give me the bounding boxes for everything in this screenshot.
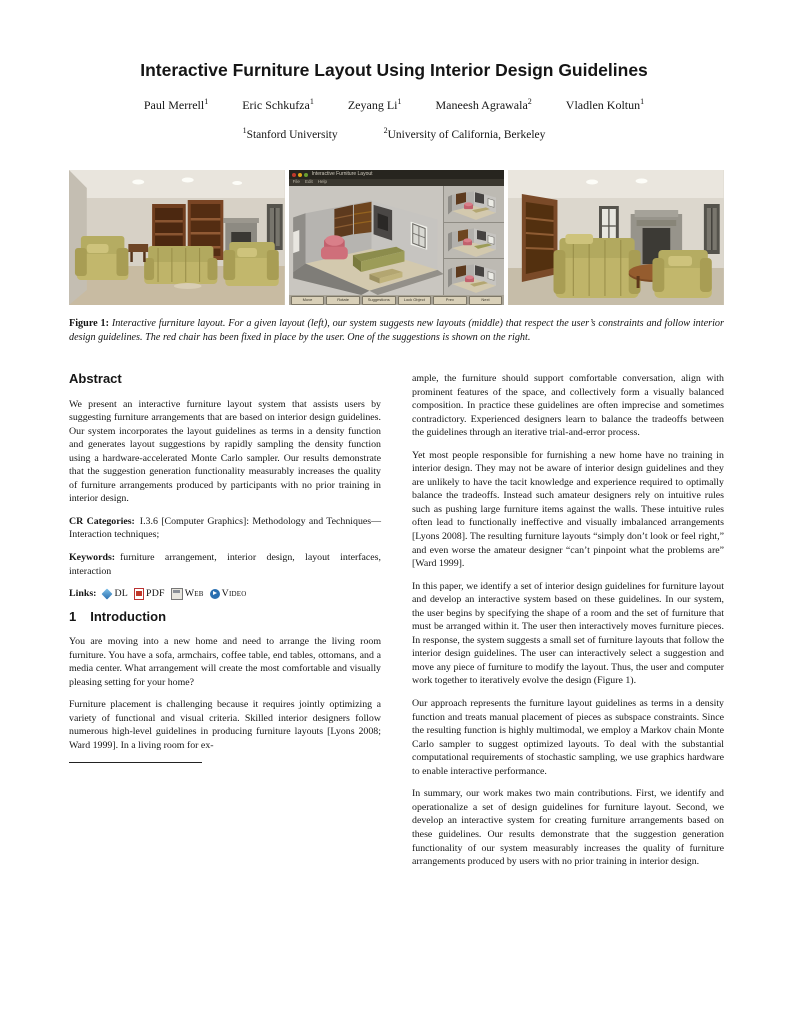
figure-caption-label: Figure 1:: [69, 318, 109, 329]
cr-categories: CR Categories: I.3.6 [Computer Graphics]: Methodology and Techniques—Interaction techniques;: [69, 515, 381, 541]
lock-object-button: Lock Object: [398, 296, 432, 305]
video-link[interactable]: Video: [210, 587, 247, 601]
author-list: [0, 97, 788, 113]
keywords-label: Keywords:: [69, 552, 116, 564]
author: Eric Schkufza$^1$: [242, 97, 314, 112]
acm-dl-icon: [102, 588, 113, 599]
suggestion-thumbnail-3: [444, 259, 504, 295]
affiliation-list: [0, 126, 788, 141]
app-window-title: Interactive Furniture Layout: [311, 171, 373, 177]
figure-app-screenshot: [289, 170, 505, 305]
suggestion-thumbnails: [443, 186, 504, 295]
body-paragraph: Yet most people responsible for furnishing a new home have no training in interior design. They may not be aware of interior design guidelines and they are unlikely to have the tacit knowledge and experience required to optimally balance the tradeoffs. Instead such amateur designers rely on intuitive rules such as pushing large furniture items against the walls. These intuitive rules often lead to functionally ineffective and visually imbalanced arrangements [Lyons 2008]. The resulting furniture layouts “simply don’t look or feel right,” and even worse the amateur designer “can’t pinpoint what the problems are” [Ward 1999].: [412, 449, 724, 570]
figure-left-room-render: [69, 170, 285, 305]
body-paragraph: In this paper, we identify a set of interior design guidelines for furniture layout and develop an interactive system based on these guidelines. In our system, the user begins by specifying the shape of a room and the set of furniture that must be arranged within it. The user then interactively moves furniture pieces. In response, the system suggests a small set of furniture layouts that follow the interior design guidelines. The user can interactively select a suggestion and move any piece of furniture to modify the layout. Thus, the user and computer work together to iteratively evolve the design (Figure 1).: [412, 580, 724, 687]
author: Paul Merrell$^1$: [143, 97, 209, 112]
menu-help: Help: [317, 179, 327, 185]
author: Vladlen Koltun$^1$: [565, 97, 645, 112]
figure-1: [69, 170, 724, 305]
body-paragraph: Our approach represents the furniture layout guidelines as terms in a density function and treats manual placement of pieces as subspace constraints. Since the resulting function is highly multimodal, we employ a Markov chain Monte Carlo sampler to suggest optimized layouts. To deal with the substantial computational requirements of stochastic sampling, we use graphics hardware to enable interactive performance.: [412, 698, 724, 777]
rotate-button: Rotate: [326, 296, 360, 305]
author: Maneesh Agrawala$^2$: [435, 97, 532, 112]
body-paragraph: ample, the furniture should support comfortable conversation, align with prominent features of the space, and collectively form a visually balanced composition. In practice these guidelines are often imprecise and sometimes contradictory. Experienced designers learn to balance the tradeoffs between the guidelines through an iterative trial-and-error process.: [412, 373, 724, 439]
figure-caption: [69, 317, 724, 346]
prev-button: Prev: [433, 296, 467, 305]
links-row: [69, 587, 381, 601]
minimize-icon: [298, 173, 302, 177]
video-play-icon: [210, 589, 220, 599]
app-title-bar: [289, 170, 505, 179]
move-button: Move: [291, 296, 325, 305]
cr-label: CR Categories:: [69, 515, 135, 527]
affiliation: $^1$Stanford University: [242, 126, 338, 141]
web-icon: [171, 588, 183, 600]
affiliation: $^2$University of California, Berkeley: [383, 126, 546, 141]
suggestion-thumbnail-2: [444, 223, 504, 260]
left-column: [69, 372, 381, 763]
app-menu-bar: [289, 179, 505, 186]
intro-paragraph: You are moving into a new home and need to arrange the living room furniture. You have a sofa, armchairs, coffee table, end tables, ottomans, and a media center. What arrangement will create the most comfortable and visually pleasing setting for your home?: [69, 636, 381, 688]
dl-link[interactable]: DL: [102, 587, 128, 601]
intro-paragraph: Furniture placement is challenging because it requires jointly optimizing a variety of functional and visual criteria. Skilled interior designers follow numerous high-level guidelines in producing furniture layouts [Lyons 2008; Ward 1999]. In a living room for ex-: [69, 699, 381, 752]
close-icon: [292, 173, 296, 177]
suggestions-button: Suggestions: [362, 296, 396, 305]
abstract-heading: Abstract: [69, 371, 122, 386]
links-label: Links:: [69, 588, 97, 600]
room-render-initial-layout: [69, 170, 285, 305]
menu-file: File: [292, 179, 300, 185]
pdf-link[interactable]: PDF: [134, 587, 165, 601]
author: Zeyang Li$^1$: [347, 97, 402, 112]
right-column: [412, 372, 724, 878]
maximize-icon: [304, 173, 308, 177]
body-paragraph: In summary, our work makes two main contributions. First, we identify and operationalize a set of design guidelines for furniture layout. Second, we develop an interactive system for creating furniture arrangements based on these guidelines. Our results demonstrate that the suggestion generation functionality of our system measurably increases the quality of furniture arrangements produced by users with no prior training in interior design.: [412, 788, 724, 868]
figure-right-room-render: [508, 170, 724, 305]
pdf-icon: [134, 588, 144, 600]
keywords: Keywords: furniture arrangement, interior design, layout interfaces, interaction: [69, 552, 381, 577]
next-button: Next: [469, 296, 503, 305]
menu-edit: Edit: [304, 179, 313, 185]
paper-title: Interactive Furniture Layout Using Interior Design Guidelines: [140, 60, 648, 80]
figure-caption-text: Interactive furniture layout. For a given layout (left), our system suggests new layouts (middle) that respect the user’s constraints and follow interior design guidelines. The red chair has been fixed in place by the user. One of the suggestions is shown on the right.: [69, 318, 724, 344]
app-toolbar: [289, 295, 505, 305]
room-render-suggested-layout: [508, 170, 724, 305]
web-link[interactable]: Web: [171, 587, 204, 601]
introduction-heading: 1 Introduction: [69, 608, 167, 624]
footnote-rule: [69, 762, 202, 763]
abstract-body: We present an interactive furniture layout system that assists users by suggesting furniture arrangements that are based on interior design guidelines. Our system incorporates the layout guidelines as terms in a density function and generates layout suggestions by rapidly sampling the density function using a hardware-accelerated Monte Carlo sampler. Our results demonstrate that the suggestion generation functionality measurably increases the quality of furniture arrangements produced by participants with no prior training in interior design.: [69, 398, 381, 505]
app-3d-room-view: [289, 186, 444, 295]
room-3d-cutaway: [289, 186, 444, 295]
suggestion-thumbnail-1: [444, 186, 504, 223]
